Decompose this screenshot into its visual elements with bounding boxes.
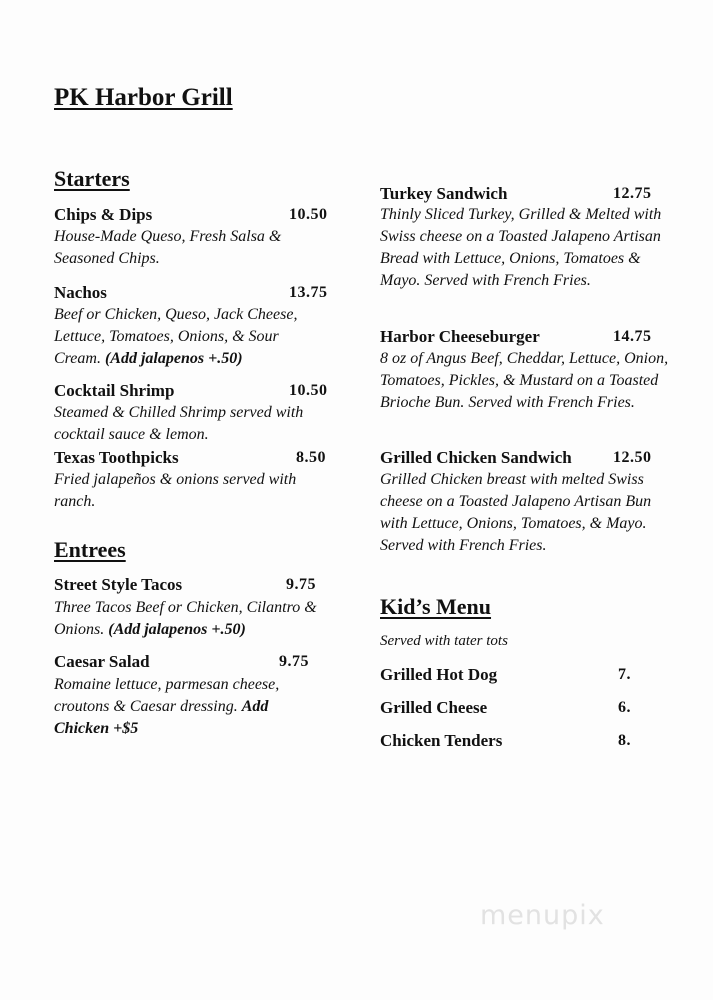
kids-item-price-chicken-tenders: 8. [618,732,631,749]
kids-item-price-hot-dog: 7. [618,666,631,683]
item-desc-caesar-salad [54,674,294,740]
menu-title: PK Harbor Grill [54,84,233,111]
item-desc-cocktail-shrimp: Steamed & Chilled Shrimp served with cocktail sauce & lemon. [54,404,304,443]
item-desc-chips-dips: House-Made Queso, Fresh Salsa & Seasoned Chips. [54,228,282,267]
item-price-turkey-sandwich: 12.75 [613,185,652,202]
item-price-texas-toothpicks: 8.50 [296,449,326,466]
entrees-heading: Entrees [54,537,126,562]
item-addon-caesar-salad: Add Chicken +$5 [54,698,269,737]
item-name-street-tacos: Street Style Tacos [54,575,183,594]
item-desc-street-tacos-text: Three Tacos Beef or Chicken, Cilantro & Onions. [54,599,317,638]
item-name-turkey-sandwich: Turkey Sandwich [380,184,508,203]
item-price-street-tacos: 9.75 [286,576,316,593]
item-price-chips-dips: 10.50 [289,206,328,223]
kids-item-name-grilled-cheese: Grilled Cheese [380,698,488,717]
item-name-caesar-salad: Caesar Salad [54,652,150,671]
item-desc-street-tacos [54,597,339,641]
item-price-grilled-chicken-sandwich: 12.50 [613,449,652,466]
menupix-watermark: menupix [480,900,605,931]
item-name-chips-dips: Chips & Dips [54,205,153,224]
item-desc-nachos-text: Beef or Chicken, Queso, Jack Cheese, Lettuce, Tomatoes, Onions, & Sour Cream. [54,306,298,367]
item-addon-street-tacos: (Add jalapenos +.50) [108,621,246,638]
item-name-grilled-chicken-sandwich: Grilled Chicken Sandwich [380,448,572,467]
kids-item-price-grilled-cheese: 6. [618,699,631,716]
item-desc-harbor-cheeseburger: 8 oz of Angus Beef, Cheddar, Lettuce, Onion, Tomatoes, Pickles, & Mustard on a Toasted Brioche Bun. Served with French Fries. [380,350,669,411]
item-desc-grilled-chicken-sandwich: Grilled Chicken breast with melted Swiss cheese on a Toasted Jalapeno Artisan Bun with Lettuce, Onions, Tomatoes, & Mayo. Served with French Fries. [380,471,652,554]
item-desc-texas-toothpicks: Fried jalapeños & onions served with ranch. [54,471,297,510]
item-price-harbor-cheeseburger: 14.75 [613,328,652,345]
starters-heading: Starters [54,166,130,191]
item-name-harbor-cheeseburger: Harbor Cheeseburger [380,327,540,346]
item-desc-turkey-sandwich: Thinly Sliced Turkey, Grilled & Melted with Swiss cheese on a Toasted Jalapeno Artisan Bread with Lettuce, Onions, Tomatoes & Mayo. Served with French Fries. [380,206,662,289]
item-name-texas-toothpicks: Texas Toothpicks [54,448,179,467]
kids-menu-heading: Kid’s Menu [380,594,492,619]
item-price-nachos: 13.75 [289,284,328,301]
item-name-nachos: Nachos [54,283,107,302]
kids-item-name-hot-dog: Grilled Hot Dog [380,665,498,684]
item-name-cocktail-shrimp: Cocktail Shrimp [54,381,175,400]
item-price-caesar-salad: 9.75 [279,653,309,670]
item-desc-nachos [54,304,316,370]
item-desc-caesar-salad-text: Romaine lettuce, parmesan cheese, croutons & Caesar dressing. [54,676,280,715]
item-addon-nachos: (Add jalapenos +.50) [104,350,243,367]
kids-menu-note: Served with tater tots [380,633,508,649]
kids-item-name-chicken-tenders: Chicken Tenders [380,731,503,750]
item-price-cocktail-shrimp: 10.50 [289,382,328,399]
